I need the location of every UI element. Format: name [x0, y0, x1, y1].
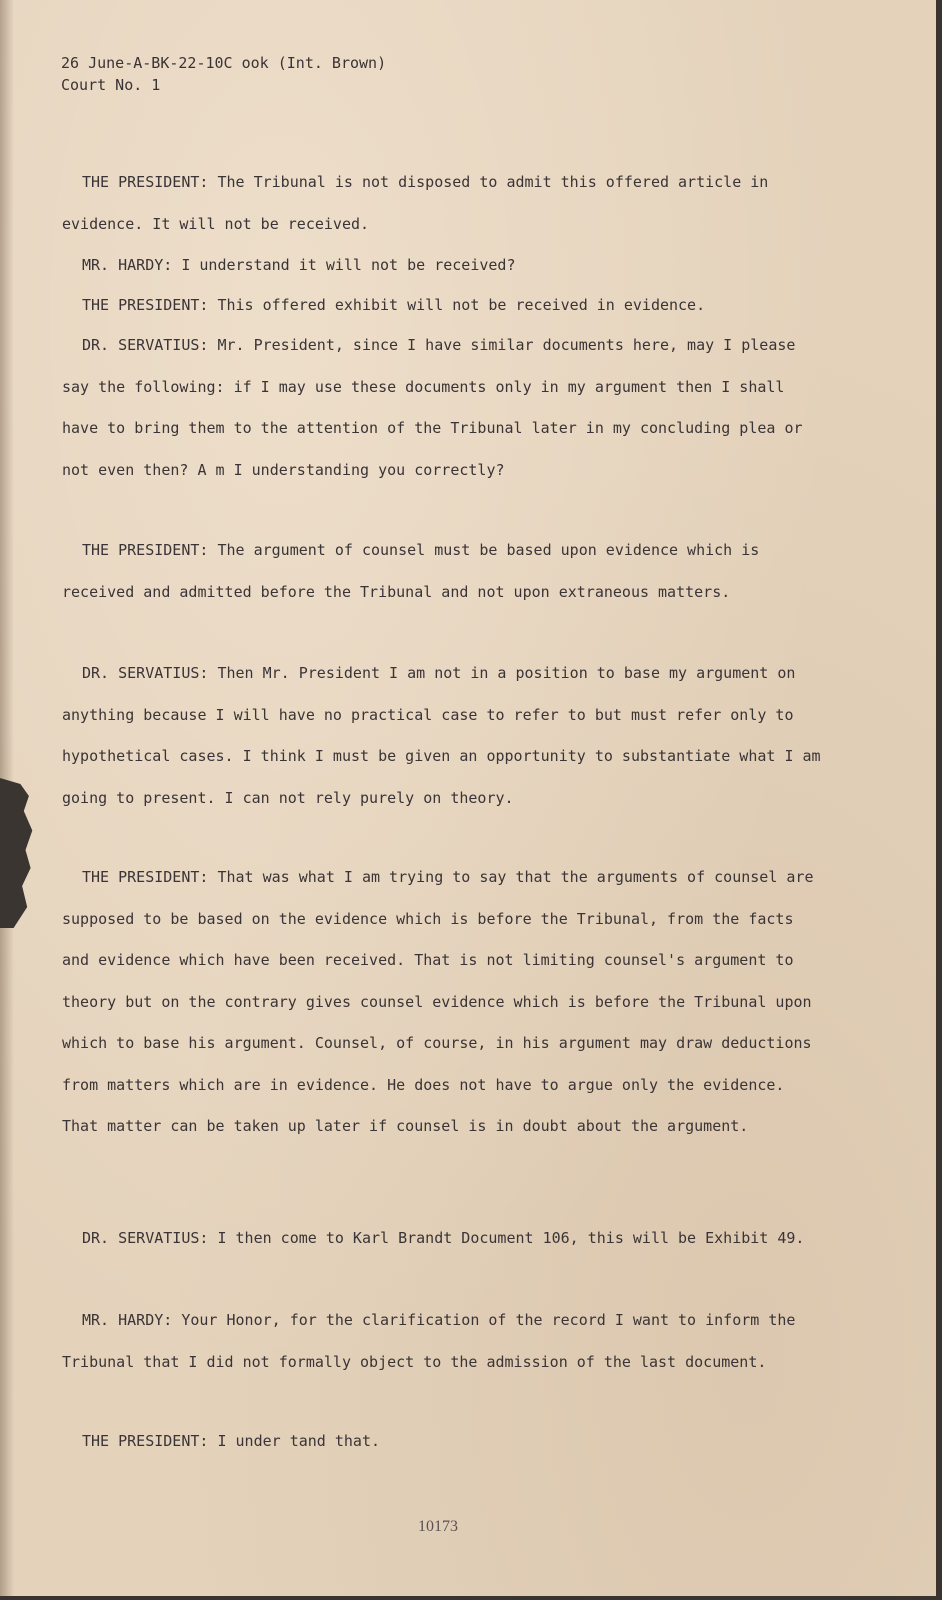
header-line-2: Court No. 1 [61, 76, 161, 94]
paragraph-servatius-1: DR. SERVATIUS: Mr. President, since I have similar documents here, may I please say the following: if I may use these documents only in my argument then I shall have to bring them to the attention of the Tribunal later in my concluding plea or not even then? A m I understanding you correctly? [62, 336, 803, 479]
paragraph-hardy-2: MR. HARDY: Your Honor, for the clarification of the record I want to inform the Tribunal that I did not formally object to the admission of the last document. [62, 1311, 796, 1371]
paragraph-president-5: THE PRESIDENT: I under tand that. [82, 1432, 381, 1450]
transcript-header [61, 52, 386, 96]
page-number: 10173 [418, 1518, 458, 1535]
paragraph-president-4: THE PRESIDENT: That was what I am trying to say that the arguments of counsel are supposed to be based on the evidence which is before the Tribunal, from the facts and evidence which have been received. That is not limiting counsel's argument to theory but on the contrary gives counsel evidence which is before the Tribunal upon which to base his argument. Counsel, of course, in his argument may draw deductions from matters which are in evidence. He does not have to argue only the evidence. That matter can be taken up later if counsel is in doubt about the argument. [62, 868, 814, 1135]
paragraph-hardy-1: MR. HARDY: I understand it will not be received? [82, 256, 516, 274]
paragraph-president-3: THE PRESIDENT: The argument of counsel must be based upon evidence which is received and admitted before the Tribunal and not upon extraneous matters. [62, 541, 760, 601]
header-line-1: 26 June-A-BK-22-10C ook (Int. Brown) [61, 54, 387, 72]
torn-edge [0, 778, 34, 928]
paragraph-servatius-3: DR. SERVATIUS: I then come to Karl Brandt Document 106, this will be Exhibit 49. [82, 1229, 805, 1247]
paragraph-president-2: THE PRESIDENT: This offered exhibit will not be received in evidence. [82, 296, 706, 314]
paragraph-servatius-2: DR. SERVATIUS: Then Mr. President I am not in a position to base my argument on anything because I will have no practical case to refer to but must refer only to hypothetical cases. I think I must be given an opportunity to substantiate what I am going to present. I can not rely purely on theory. [62, 664, 821, 807]
paragraph-president-1: THE PRESIDENT: The Tribunal is not disposed to admit this offered article in evidence. It will not be received. [62, 173, 769, 233]
